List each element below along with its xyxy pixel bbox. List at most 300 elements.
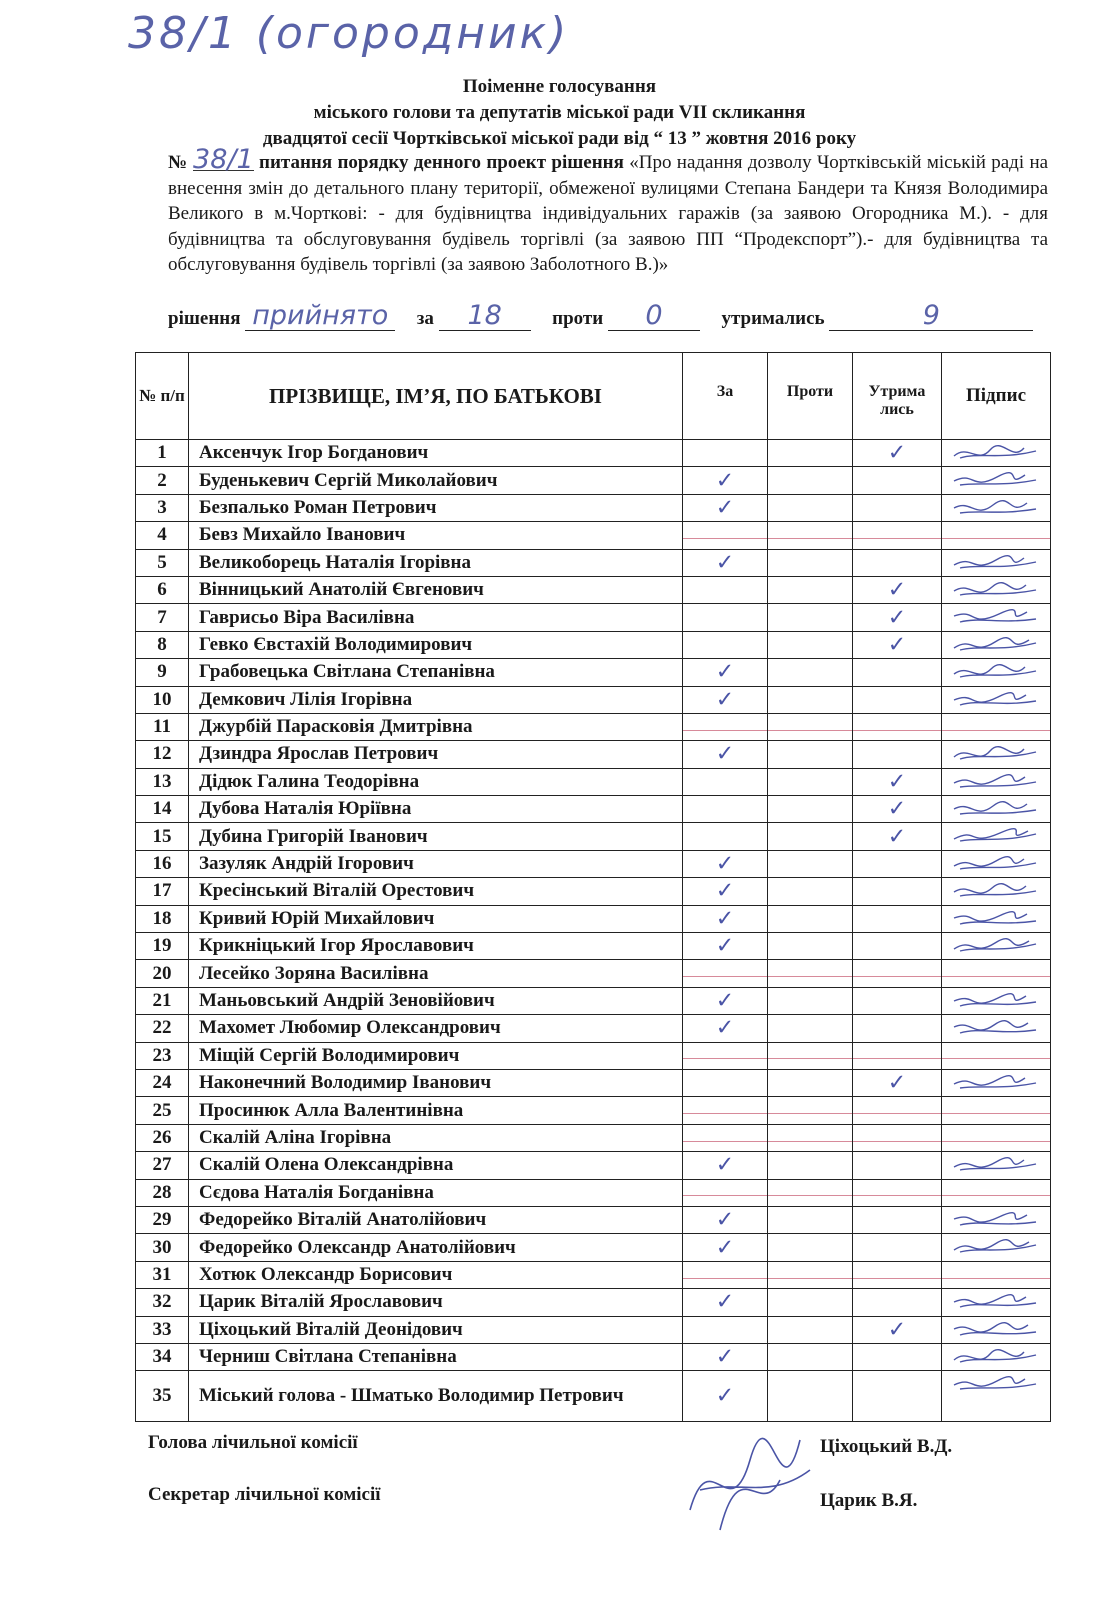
vote-cell-abstain <box>853 1289 942 1316</box>
vote-cell-against <box>768 1261 853 1288</box>
table-row <box>136 1206 1051 1233</box>
vote-cell-against <box>768 1343 853 1370</box>
table-row <box>136 796 1051 823</box>
check-mark-icon: ✓ <box>887 605 907 631</box>
table-row <box>136 1343 1051 1370</box>
deputy-name: Просинюк Алла Валентинівна <box>189 1097 683 1124</box>
vote-cell-for <box>683 1289 768 1316</box>
session-line: двадцятої сесії Чортківської міської ради від “ 13 ” жовтня 2016 року <box>262 128 857 149</box>
vote-cell-for <box>683 878 768 905</box>
absent-strike-line <box>942 1278 1050 1279</box>
vote-cell-abstain <box>853 631 942 658</box>
decision-label: рішення <box>168 308 241 329</box>
signature-scribble <box>950 689 1042 711</box>
deputy-name: Грабовецька Світлана Степанівна <box>189 659 683 686</box>
vote-cell-abstain <box>853 1097 942 1124</box>
vote-cell-abstain <box>853 741 942 768</box>
signature-scribble <box>950 1319 1042 1341</box>
check-mark-icon: ✓ <box>715 933 735 959</box>
row-number: 13 <box>136 768 189 795</box>
deputy-name: Гевко Євстахій Володимирович <box>189 631 683 658</box>
signature-scribble <box>950 908 1042 930</box>
vote-cell-for <box>683 1069 768 1096</box>
check-mark-icon: ✓ <box>887 824 907 850</box>
chair-name: Ціхоцький В.Д. <box>820 1436 953 1457</box>
row-number: 34 <box>136 1343 189 1370</box>
absent-strike-line <box>683 1141 767 1142</box>
handwritten-case-note: 38/1 (огородник) <box>128 8 570 59</box>
row-number: 8 <box>136 631 189 658</box>
vote-cell-abstain <box>853 823 942 850</box>
vote-cell-for <box>683 1343 768 1370</box>
row-number: 4 <box>136 522 189 549</box>
vote-cell-for <box>683 686 768 713</box>
absent-strike-line <box>768 1278 852 1279</box>
abstain-label: утримались <box>721 308 825 329</box>
table-row <box>136 659 1051 686</box>
vote-cell-against <box>768 1124 853 1151</box>
row-number: 28 <box>136 1179 189 1206</box>
deputy-name: Сєдова Наталія Богданівна <box>189 1179 683 1206</box>
vote-cell-against <box>768 987 853 1014</box>
roll-call-table <box>135 352 1051 1422</box>
deputy-name: Зазуляк Андрій Ігорович <box>189 850 683 877</box>
table-row <box>136 1097 1051 1124</box>
vote-cell-abstain <box>853 933 942 960</box>
check-mark-icon: ✓ <box>715 988 735 1014</box>
check-mark-icon: ✓ <box>887 632 907 658</box>
vote-cell-for <box>683 796 768 823</box>
signature-cell <box>942 1206 1051 1233</box>
vote-cell-against <box>768 1371 853 1422</box>
vote-cell-against <box>768 604 853 631</box>
table-row <box>136 987 1051 1014</box>
signature-scribble <box>950 634 1042 656</box>
signature-cell <box>942 576 1051 603</box>
vote-cell-abstain <box>853 1069 942 1096</box>
vote-cell-abstain <box>853 1343 942 1370</box>
deputy-name: Вінницький Анатолій Євгенович <box>189 576 683 603</box>
signature-cell <box>942 522 1051 549</box>
vote-cell-abstain <box>853 850 942 877</box>
signature-scribble <box>950 853 1042 875</box>
table-row <box>136 768 1051 795</box>
signature-scribble <box>950 880 1042 902</box>
vote-cell-for <box>683 494 768 521</box>
signature-cell <box>942 960 1051 987</box>
check-mark-icon: ✓ <box>715 687 735 713</box>
table-row <box>136 604 1051 631</box>
vote-cell-abstain <box>853 549 942 576</box>
signature-cell <box>942 1316 1051 1343</box>
table-row <box>136 494 1051 521</box>
signature-cell <box>942 631 1051 658</box>
check-mark-icon: ✓ <box>715 906 735 932</box>
signature-scribble <box>950 1072 1042 1094</box>
vote-cell-against <box>768 686 853 713</box>
deputy-name: Наконечний Володимир Іванович <box>189 1069 683 1096</box>
deputy-name: Кривий Юрій Михайлович <box>189 905 683 932</box>
question-number-prefix: № <box>168 152 188 173</box>
vote-cell-abstain <box>853 1206 942 1233</box>
absent-strike-line <box>853 1113 941 1114</box>
header-for: За <box>683 353 768 440</box>
signature-scribble <box>950 825 1042 847</box>
vote-cell-abstain <box>853 576 942 603</box>
vote-cell-against <box>768 467 853 494</box>
vote-cell-against <box>768 440 853 467</box>
row-number: 31 <box>136 1261 189 1288</box>
row-number: 7 <box>136 604 189 631</box>
vote-cell-abstain <box>853 987 942 1014</box>
deputy-name: Міщій Сергій Володимирович <box>189 1042 683 1069</box>
absent-strike-line <box>853 730 941 731</box>
row-number: 3 <box>136 494 189 521</box>
absent-strike-line <box>768 1141 852 1142</box>
table-row <box>136 1261 1051 1288</box>
check-mark-icon: ✓ <box>887 769 907 795</box>
deputy-name: Крикніцький Ігор Ярославович <box>189 933 683 960</box>
vote-cell-for <box>683 1015 768 1042</box>
row-number: 5 <box>136 549 189 576</box>
check-mark-icon: ✓ <box>715 878 735 904</box>
signature-scribble <box>950 661 1042 683</box>
check-mark-icon: ✓ <box>715 550 735 576</box>
for-label: за <box>416 308 434 329</box>
against-count: 0 <box>645 300 663 331</box>
absent-strike-line <box>683 976 767 977</box>
signature-scribble <box>950 771 1042 793</box>
table-row <box>136 1015 1051 1042</box>
table-body <box>136 440 1051 1422</box>
vote-cell-abstain <box>853 1042 942 1069</box>
absent-strike-line <box>942 976 1050 977</box>
signature-cell <box>942 604 1051 631</box>
signature-cell <box>942 768 1051 795</box>
deputy-name: Хотюк Олександр Борисович <box>189 1261 683 1288</box>
vote-cell-against <box>768 494 853 521</box>
row-number: 29 <box>136 1206 189 1233</box>
row-number: 17 <box>136 878 189 905</box>
row-number: 19 <box>136 933 189 960</box>
vote-cell-for <box>683 604 768 631</box>
signature-scribble <box>950 552 1042 574</box>
absent-strike-line <box>853 1141 941 1142</box>
vote-cell-against <box>768 850 853 877</box>
absent-strike-line <box>853 1195 941 1196</box>
absent-strike-line <box>853 1278 941 1279</box>
check-mark-icon: ✓ <box>715 659 735 685</box>
absent-strike-line <box>853 1058 941 1059</box>
table-row <box>136 576 1051 603</box>
vote-cell-abstain <box>853 1152 942 1179</box>
row-number: 32 <box>136 1289 189 1316</box>
absent-strike-line <box>768 1058 852 1059</box>
row-number: 15 <box>136 823 189 850</box>
vote-cell-abstain <box>853 878 942 905</box>
vote-cell-abstain <box>853 796 942 823</box>
check-mark-icon: ✓ <box>715 1152 735 1178</box>
vote-cell-abstain <box>853 1234 942 1261</box>
table-header-row <box>136 353 1051 440</box>
table-row <box>136 467 1051 494</box>
decision-line <box>168 300 1058 331</box>
vote-cell-against <box>768 1015 853 1042</box>
deputy-name: Великоборець Наталія Ігорівна <box>189 549 683 576</box>
row-number: 16 <box>136 850 189 877</box>
deputy-name: Черниш Світлана Степанівна <box>189 1343 683 1370</box>
vote-cell-abstain <box>853 467 942 494</box>
signature-scribble <box>950 1373 1042 1395</box>
vote-cell-against <box>768 659 853 686</box>
question-number-handwritten: 38/1 <box>193 144 254 175</box>
vote-cell-for <box>683 631 768 658</box>
signature-scribble <box>950 743 1042 765</box>
row-number: 12 <box>136 741 189 768</box>
absent-strike-line <box>853 538 941 539</box>
vote-cell-for <box>683 1371 768 1422</box>
row-number: 27 <box>136 1152 189 1179</box>
vote-cell-against <box>768 1069 853 1096</box>
absent-strike-line <box>942 1113 1050 1114</box>
vote-cell-for <box>683 768 768 795</box>
absent-strike-line <box>683 1278 767 1279</box>
signature-cell <box>942 823 1051 850</box>
vote-cell-against <box>768 713 853 740</box>
absent-strike-line <box>683 1195 767 1196</box>
table-row <box>136 440 1051 467</box>
check-mark-icon: ✓ <box>715 1015 735 1041</box>
vote-cell-against <box>768 768 853 795</box>
vote-cell-for <box>683 1234 768 1261</box>
signature-cell <box>942 850 1051 877</box>
vote-cell-against <box>768 878 853 905</box>
table-row <box>136 933 1051 960</box>
table-row <box>136 686 1051 713</box>
absent-strike-line <box>768 976 852 977</box>
vote-cell-against <box>768 1289 853 1316</box>
absent-strike-line <box>853 976 941 977</box>
deputy-name: Лесейко Зоряна Василівна <box>189 960 683 987</box>
signature-cell <box>942 1179 1051 1206</box>
vote-cell-against <box>768 1206 853 1233</box>
vote-cell-for <box>683 659 768 686</box>
header-signature: Підпис <box>942 353 1051 440</box>
deputy-name: Дзиндра Ярослав Петрович <box>189 741 683 768</box>
table-row <box>136 1152 1051 1179</box>
vote-cell-for <box>683 1179 768 1206</box>
table-row <box>136 1069 1051 1096</box>
signature-scribble <box>950 606 1042 628</box>
vote-cell-against <box>768 741 853 768</box>
vote-cell-against <box>768 549 853 576</box>
check-mark-icon: ✓ <box>887 796 907 822</box>
signature-cell <box>942 440 1051 467</box>
row-number: 2 <box>136 467 189 494</box>
signature-scribble <box>950 442 1042 464</box>
signature-cell <box>942 905 1051 932</box>
vote-cell-against <box>768 1234 853 1261</box>
signature-cell <box>942 1261 1051 1288</box>
check-mark-icon: ✓ <box>715 468 735 494</box>
signature-cell <box>942 796 1051 823</box>
deputy-name: Кресінський Віталій Орестович <box>189 878 683 905</box>
vote-cell-for <box>683 522 768 549</box>
deputy-name: Джурбій Парасковія Дмитрівна <box>189 713 683 740</box>
row-number: 14 <box>136 796 189 823</box>
vote-cell-abstain <box>853 686 942 713</box>
row-number: 24 <box>136 1069 189 1096</box>
signature-cell <box>942 1015 1051 1042</box>
table-row <box>136 522 1051 549</box>
check-mark-icon: ✓ <box>715 495 735 521</box>
absent-strike-line <box>942 1195 1050 1196</box>
table-row <box>136 1179 1051 1206</box>
signature-cell <box>942 686 1051 713</box>
signature-scribble <box>950 1209 1042 1231</box>
signature-scribble <box>950 579 1042 601</box>
row-number: 18 <box>136 905 189 932</box>
check-mark-icon: ✓ <box>887 577 907 603</box>
row-number: 33 <box>136 1316 189 1343</box>
vote-cell-for <box>683 1316 768 1343</box>
vote-cell-for <box>683 823 768 850</box>
deputy-name: Бевз Михайло Іванович <box>189 522 683 549</box>
vote-cell-abstain <box>853 1124 942 1151</box>
signature-scribble <box>950 469 1042 491</box>
check-mark-icon: ✓ <box>887 1317 907 1343</box>
counting-commission-secretary-label: Секретар лічильної комісії <box>148 1484 381 1505</box>
secretary-name: Царик В.Я. <box>820 1490 918 1511</box>
row-number: 35 <box>136 1371 189 1422</box>
table-row <box>136 1234 1051 1261</box>
vote-cell-for <box>683 576 768 603</box>
document-subtitle: міського голови та депутатів міської ради VII скликання <box>313 102 806 123</box>
deputy-name: Демкович Лілія Ігорівна <box>189 686 683 713</box>
deputy-name: Безпалько Роман Петрович <box>189 494 683 521</box>
deputy-name: Дубова Наталія Юріївна <box>189 796 683 823</box>
deputy-name: Федорейко Олександр Анатолійович <box>189 1234 683 1261</box>
signature-cell <box>942 1371 1051 1422</box>
signature-cell <box>942 659 1051 686</box>
row-number: 30 <box>136 1234 189 1261</box>
table-row <box>136 1371 1051 1422</box>
decision-value: прийнято <box>252 300 389 331</box>
signature-scribble <box>950 1291 1042 1313</box>
deputy-name: Буденькевич Сергій Миколайович <box>189 467 683 494</box>
absent-strike-line <box>683 1058 767 1059</box>
header-against: Проти <box>768 353 853 440</box>
table-row <box>136 741 1051 768</box>
deputy-name: Міський голова - Шматько Володимир Петрович <box>189 1371 683 1422</box>
vote-cell-against <box>768 1152 853 1179</box>
vote-cell-for <box>683 440 768 467</box>
absent-strike-line <box>942 1058 1050 1059</box>
table-row <box>136 713 1051 740</box>
row-number: 26 <box>136 1124 189 1151</box>
vote-cell-abstain <box>853 960 942 987</box>
absent-strike-line <box>768 1195 852 1196</box>
vote-cell-against <box>768 631 853 658</box>
vote-cell-for <box>683 987 768 1014</box>
deputy-name: Махомет Любомир Олександрович <box>189 1015 683 1042</box>
signature-cell <box>942 741 1051 768</box>
check-mark-icon: ✓ <box>715 1344 735 1370</box>
signature-cell <box>942 1289 1051 1316</box>
vote-cell-for <box>683 960 768 987</box>
signature-scribble <box>950 1154 1042 1176</box>
deputy-name: Аксенчук Ігор Богданович <box>189 440 683 467</box>
signature-cell <box>942 1042 1051 1069</box>
deputy-name: Федорейко Віталій Анатолійович <box>189 1206 683 1233</box>
vote-cell-abstain <box>853 905 942 932</box>
vote-cell-for <box>683 549 768 576</box>
vote-cell-abstain <box>853 659 942 686</box>
signature-scribble <box>950 798 1042 820</box>
signature-cell <box>942 549 1051 576</box>
row-number: 20 <box>136 960 189 987</box>
row-number: 21 <box>136 987 189 1014</box>
check-mark-icon: ✓ <box>715 1235 735 1261</box>
row-number: 1 <box>136 440 189 467</box>
check-mark-icon: ✓ <box>715 1207 735 1233</box>
absent-strike-line <box>768 730 852 731</box>
vote-cell-abstain <box>853 522 942 549</box>
absent-strike-line <box>942 538 1050 539</box>
for-count: 18 <box>467 300 502 331</box>
table-row <box>136 823 1051 850</box>
vote-cell-for <box>683 713 768 740</box>
check-mark-icon: ✓ <box>715 741 735 767</box>
table-row <box>136 905 1051 932</box>
deputy-name: Ціхоцький Віталій Деонідович <box>189 1316 683 1343</box>
check-mark-icon: ✓ <box>887 440 907 466</box>
table-row <box>136 1124 1051 1151</box>
check-mark-icon: ✓ <box>887 1070 907 1096</box>
absent-strike-line <box>768 538 852 539</box>
check-mark-icon: ✓ <box>715 1289 735 1315</box>
vote-cell-abstain <box>853 768 942 795</box>
row-number: 25 <box>136 1097 189 1124</box>
row-number: 11 <box>136 713 189 740</box>
signature-cell <box>942 1097 1051 1124</box>
check-mark-icon: ✓ <box>715 851 735 877</box>
signature-scribble <box>950 1236 1042 1258</box>
vote-cell-against <box>768 1179 853 1206</box>
deputy-name: Скалій Олена Олександрівна <box>189 1152 683 1179</box>
vote-cell-for <box>683 741 768 768</box>
row-number: 10 <box>136 686 189 713</box>
vote-cell-against <box>768 933 853 960</box>
vote-cell-abstain <box>853 494 942 521</box>
vote-cell-against <box>768 522 853 549</box>
table-row <box>136 1042 1051 1069</box>
vote-cell-against <box>768 960 853 987</box>
vote-cell-abstain <box>853 713 942 740</box>
vote-cell-abstain <box>853 1179 942 1206</box>
vote-cell-for <box>683 1152 768 1179</box>
signature-cell <box>942 1343 1051 1370</box>
against-label: проти <box>552 308 604 329</box>
vote-cell-abstain <box>853 1015 942 1042</box>
check-mark-icon: ✓ <box>715 1383 735 1409</box>
header-number: № п/п <box>136 353 189 440</box>
vote-cell-against <box>768 823 853 850</box>
signature-cell <box>942 1069 1051 1096</box>
header-name: ПРІЗВИЩЕ, ІМ’Я, ПО БАТЬКОВІ <box>189 353 683 440</box>
vote-cell-for <box>683 933 768 960</box>
vote-cell-for <box>683 1206 768 1233</box>
